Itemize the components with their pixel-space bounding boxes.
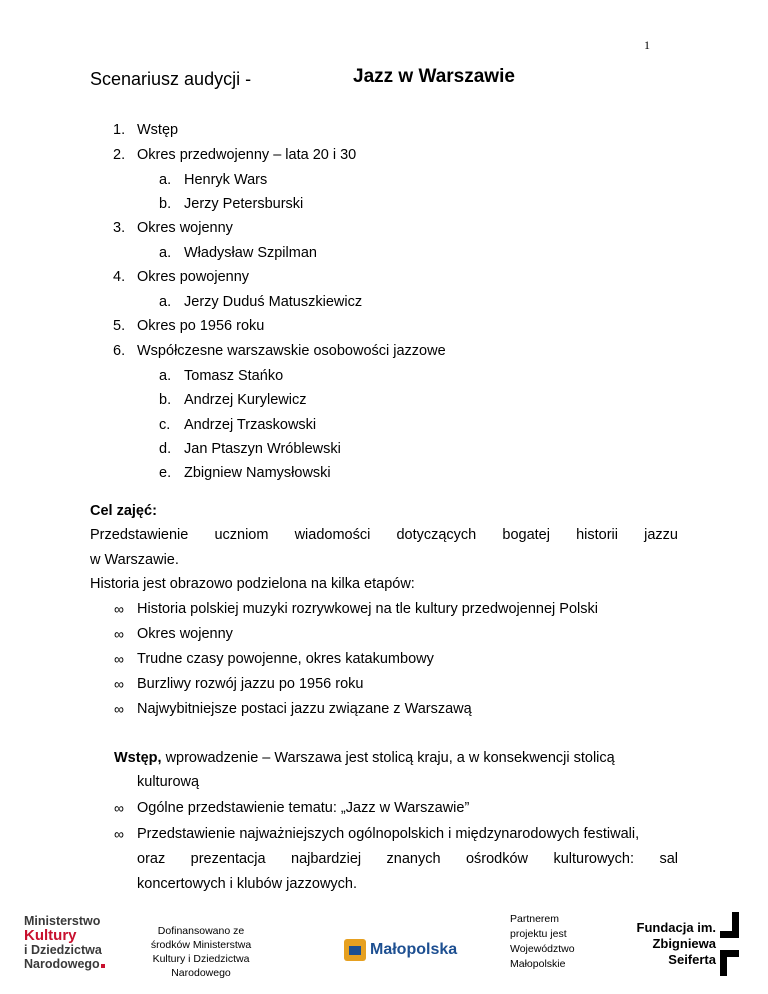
bullet-icon: ∞ — [114, 800, 124, 816]
funding-note: Dofinansowano ze środków Ministerstwa Kultury i Dziedzictwa Narodowego — [150, 925, 252, 979]
intro-continuation: kulturową — [137, 774, 200, 790]
title-prefix: Scenariusz audycji - — [90, 69, 252, 89]
partner-note: Partnerem projektu jest Województwo Małopolskie — [510, 913, 575, 970]
foundation-logo: Fundacja im. Zbigniewa Seiferta — [620, 912, 750, 972]
intro-last-line: koncertowych i klubów jazzowych. — [137, 876, 358, 892]
bullet-icon: ∞ — [114, 676, 124, 692]
ministry-logo: Ministerstwo Kultury i Dziedzictwa Narodowego — [24, 914, 124, 971]
goal-heading: Cel zajęć: — [90, 503, 157, 519]
page-number: 1 — [644, 38, 650, 52]
goal-paragraph-line3: Historia jest obrazowo podzielona na kilka etapów: — [90, 576, 415, 592]
footer — [0, 908, 768, 994]
bracket-top-foot-icon — [720, 931, 739, 938]
page-title — [90, 65, 690, 95]
bullet-icon: ∞ — [114, 626, 124, 642]
malopolska-logo: Małopolska — [344, 938, 479, 962]
title-main: Jazz w Warszawie — [353, 66, 515, 87]
bracket-bottom-foot-icon — [720, 950, 739, 957]
bullet-icon: ∞ — [114, 651, 124, 667]
goal-paragraph-line: Przedstawienie uczniom wiadomości dotyczących bogatej historii jazzu — [90, 527, 678, 543]
intro-justified-line: oraz prezentacja najbardziej znanych ośrodków kulturowych: sal — [137, 851, 678, 867]
bullet-icon: ∞ — [114, 701, 124, 717]
intro-line: Wstęp, wprowadzenie – Warszawa jest stolicą kraju, a w konsekwencji stolicą — [114, 750, 615, 766]
bullet-icon: ∞ — [114, 826, 124, 842]
malopolska-icon — [344, 939, 366, 961]
intro-bold: Wstęp, — [114, 750, 162, 766]
goal-paragraph-line2: w Warszawie. — [90, 552, 179, 568]
bullet-icon: ∞ — [114, 601, 124, 617]
